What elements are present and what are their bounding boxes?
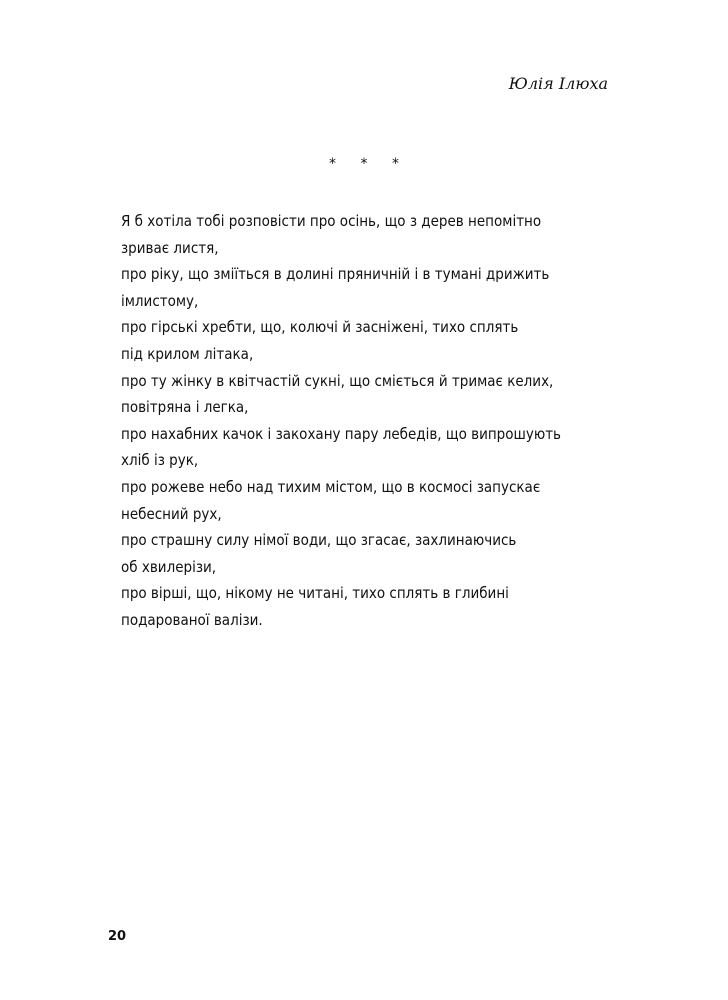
poem-line: об хвилерізи, <box>121 557 217 576</box>
poem-line: імлистому, <box>121 291 199 310</box>
poem-line: про ту жінку в квітчастій сукні, що сміється й тримає келих, <box>121 371 554 390</box>
poem-body <box>121 208 621 634</box>
poem-line: небесний рух, <box>121 504 222 523</box>
poem-line: Я б хотіла тобі розповісти про осінь, що з дерев непомітно <box>121 212 542 230</box>
poem-line: зриває листя, <box>121 238 219 257</box>
running-header-author: Юлія Ілюха <box>508 74 608 93</box>
poem-line: про нахабних качок і закохану пару лебедів, що випрошують <box>121 424 562 443</box>
poem-line: про рожеве небо над тихим містом, що в космосі запускає <box>121 477 541 496</box>
poem-line: про вірші, що, нікому не читані, тихо сплять в глибині <box>121 584 509 603</box>
poem-line: про гірські хребти, що, колючі й засніжені, тихо сплять <box>121 318 519 337</box>
section-separator: * * * <box>329 156 409 172</box>
poem-line: про ріку, що зміїться в долині пряничній і в тумані дрижить <box>121 265 550 284</box>
poem-line: повітряна і легка, <box>121 398 249 417</box>
page-number: 20 <box>108 929 127 944</box>
poem-line: про страшну силу німої води, що згасає, захлинаючись <box>121 531 517 550</box>
poem-line: хліб із рук, <box>121 451 199 470</box>
poem-line: під крилом літака, <box>121 344 254 363</box>
poem-line: подарованої валізи. <box>121 610 263 629</box>
